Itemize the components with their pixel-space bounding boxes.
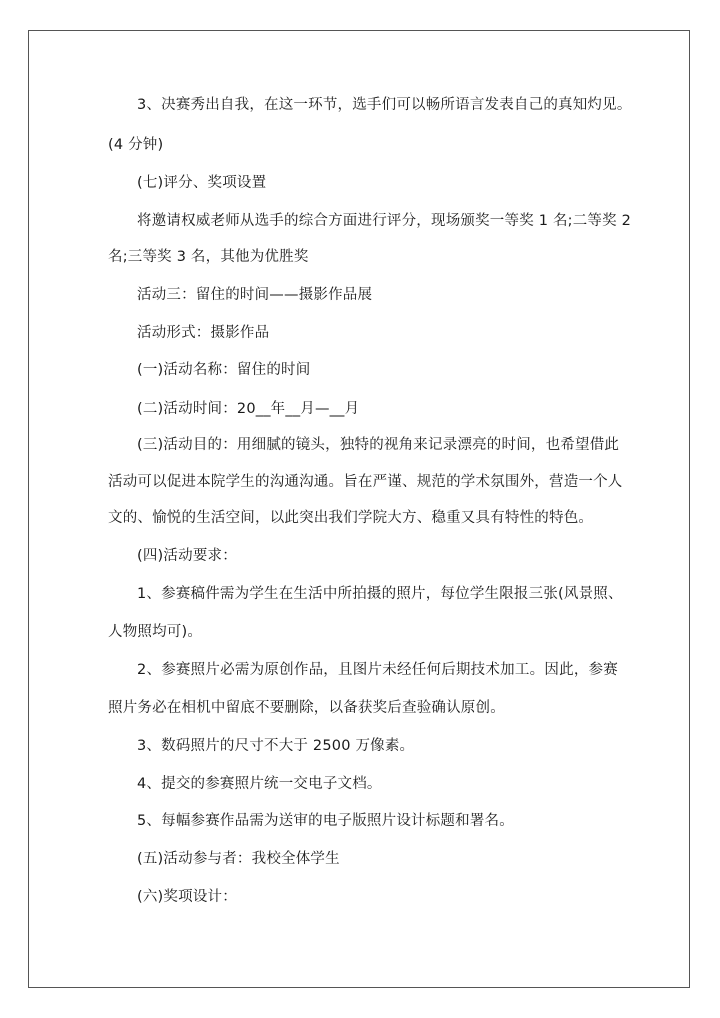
paragraph-line: (4 分钟) bbox=[108, 137, 164, 153]
section-heading: 活动三：留住的时间——摄影作品展 bbox=[137, 287, 373, 303]
paragraph-line: 人物照均可)。 bbox=[108, 624, 203, 640]
paragraph-line: 活动形式：摄影作品 bbox=[137, 325, 270, 341]
paragraph-line: 3、决赛秀出自我，在这一环节，选手们可以畅所语言发表自己的真知灼见。 bbox=[137, 97, 632, 113]
paragraph-line: 3、数码照片的尺寸不大于 2500 万像素。 bbox=[137, 738, 415, 754]
paragraph-line: (一)活动名称：留住的时间 bbox=[137, 362, 311, 378]
section-heading: (六)奖项设计： bbox=[137, 889, 237, 905]
section-heading: (五)活动参与者：我校全体学生 bbox=[137, 851, 340, 867]
paragraph-line: (三)活动目的：用细腻的镜头，独特的视角来记录漂亮的时间，也希望借此 bbox=[137, 437, 620, 453]
paragraph-line: 1、参赛稿件需为学生在生活中所拍摄的照片，每位学生限报三张(风景照、 bbox=[137, 586, 623, 602]
paragraph-line: 文的、愉悦的生活空间，以此突出我们学院大方、稳重又具有特性的特色。 bbox=[108, 510, 594, 526]
section-heading: (四)活动要求： bbox=[137, 548, 237, 564]
paragraph-line: 2、参赛照片必需为原创作品，且图片未经任何后期技术加工。因此，参赛 bbox=[137, 662, 618, 678]
paragraph-line: 5、每幅参赛作品需为送审的电子版照片设计标题和署名。 bbox=[137, 813, 514, 829]
paragraph-line: 活动可以促进本院学生的沟通沟通。旨在严谨、规范的学术氛围外，营造一个人 bbox=[108, 474, 623, 490]
paragraph-line: (二)活动时间：20__年__月—__月 bbox=[137, 401, 360, 417]
paragraph-line: 名;三等奖 3 名，其他为优胜奖 bbox=[108, 249, 309, 265]
paragraph-line: 将邀请权威老师从选手的综合方面进行评分，现场颁奖一等奖 1 名;二等奖 2 bbox=[137, 213, 632, 229]
paragraph-line: 照片务必在相机中留底不要删除，以备获奖后查验确认原创。 bbox=[108, 700, 505, 716]
paragraph-line: 4、提交的参赛照片统一交电子文档。 bbox=[137, 776, 382, 792]
section-heading: (七)评分、奖项设置 bbox=[137, 175, 267, 191]
